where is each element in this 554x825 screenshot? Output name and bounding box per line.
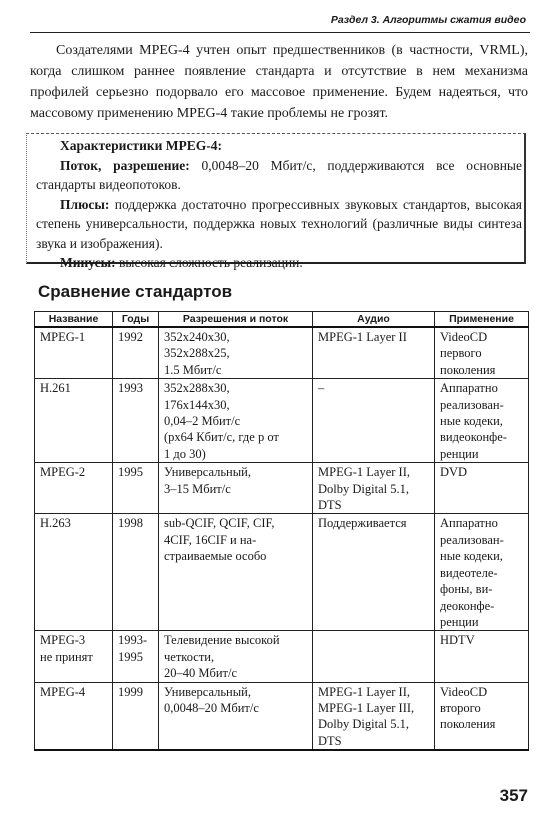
features-cons (36, 253, 522, 273)
cell-name: MPEG-4 (35, 682, 113, 750)
cell-name: MPEG-3 не принят (35, 631, 113, 682)
col-header-years: Годы (113, 312, 159, 328)
running-header: Раздел 3. Алгоритмы сжатия видео (330, 14, 526, 26)
cons-text: высокая сложность реализации. (115, 255, 303, 270)
comparison-table (34, 311, 529, 751)
table-row (35, 682, 529, 750)
stream-text: 0,0048–20 Мбит/с, поддерживаются все основные стандарты видеопотоков. (36, 157, 522, 192)
pros-label: Плюсы: (60, 196, 110, 212)
table-row (35, 327, 529, 379)
features-stream (36, 156, 522, 195)
features-pros (36, 195, 522, 254)
features-box-text (36, 136, 522, 273)
cell-audio: Поддерживается (313, 514, 435, 631)
table-row (35, 463, 529, 514)
col-header-name: Название (35, 312, 113, 328)
cell-name: H.261 (35, 379, 113, 463)
table-row (35, 631, 529, 682)
cell-usage: Аппаратно реализован- ные кодеки, видеотеле- фоны, ви- деоконфе- ренции (435, 514, 529, 631)
table-header-row (35, 312, 529, 328)
cell-audio: MPEG-1 Layer II, MPEG-1 Layer III, Dolby Digital 5.1, DTS (313, 682, 435, 750)
cell-resolution: Универсальный, 3–15 Мбит/с (159, 463, 313, 514)
cell-usage: VideoCD первого поколения (435, 327, 529, 379)
col-header-resolution: Разрешения и поток (159, 312, 313, 328)
cell-name: H.263 (35, 514, 113, 631)
cell-audio: MPEG-1 Layer II (313, 327, 435, 379)
col-header-usage: Применение (435, 312, 529, 328)
cell-years: 1995 (113, 463, 159, 514)
cell-resolution: 352x288x30, 176x144x30, 0,04–2 Мбит/с (px64 Кбит/с, где p от 1 до 30) (159, 379, 313, 463)
cell-resolution: 352x240x30, 352x288x25, 1.5 Мбит/с (159, 327, 313, 379)
cell-years: 1992 (113, 327, 159, 379)
section-title: Сравнение стандартов (38, 282, 233, 301)
cell-resolution: Телевидение высокой четкости, 20–40 Мбит/с (159, 631, 313, 682)
intro-paragraph: Создателями MPEG-4 учтен опыт предшественников (в частности, VRML), когда слишком раннее появление стандарта и отсутствие в нем механизма профилей серьезно подорвало его массовое применение. Будем надеяться, что массовому применению MPEG-4 такие проблемы не грозят. (30, 43, 528, 121)
cell-name: MPEG-1 (35, 327, 113, 379)
cell-audio (313, 631, 435, 682)
cell-resolution: sub-QCIF, QCIF, CIF, 4CIF, 16CIF и на- страиваемые особо (159, 514, 313, 631)
cell-years: 1993- 1995 (113, 631, 159, 682)
pros-text: поддержка достаточно прогрессивных звуковых стандартов, высокая степень универсальности, поддержка новых технологий (различные виды синтеза звука и изображения). (36, 196, 522, 251)
cell-name: MPEG-2 (35, 463, 113, 514)
cell-usage: Аппаратно реализован- ные кодеки, видеоконфе- ренции (435, 379, 529, 463)
stream-label: Поток, разрешение: (60, 157, 190, 173)
cell-audio: – (313, 379, 435, 463)
cell-resolution: Универсальный, 0,0048–20 Мбит/с (159, 682, 313, 750)
features-title: Характеристики MPEG-4: (60, 138, 223, 153)
cell-usage: DVD (435, 463, 529, 514)
table-row (35, 514, 529, 631)
cell-usage: VideoCD второго поколения (435, 682, 529, 750)
cell-years: 1999 (113, 682, 159, 750)
cell-years: 1993 (113, 379, 159, 463)
table-row (35, 379, 529, 463)
page-number: 357 (499, 786, 528, 805)
cons-label: Минусы: (60, 255, 116, 270)
cell-years: 1998 (113, 514, 159, 631)
cell-usage: HDTV (435, 631, 529, 682)
header-rule (30, 32, 530, 33)
cell-audio: MPEG-1 Layer II, Dolby Digital 5.1, DTS (313, 463, 435, 514)
col-header-audio: Аудио (313, 312, 435, 328)
